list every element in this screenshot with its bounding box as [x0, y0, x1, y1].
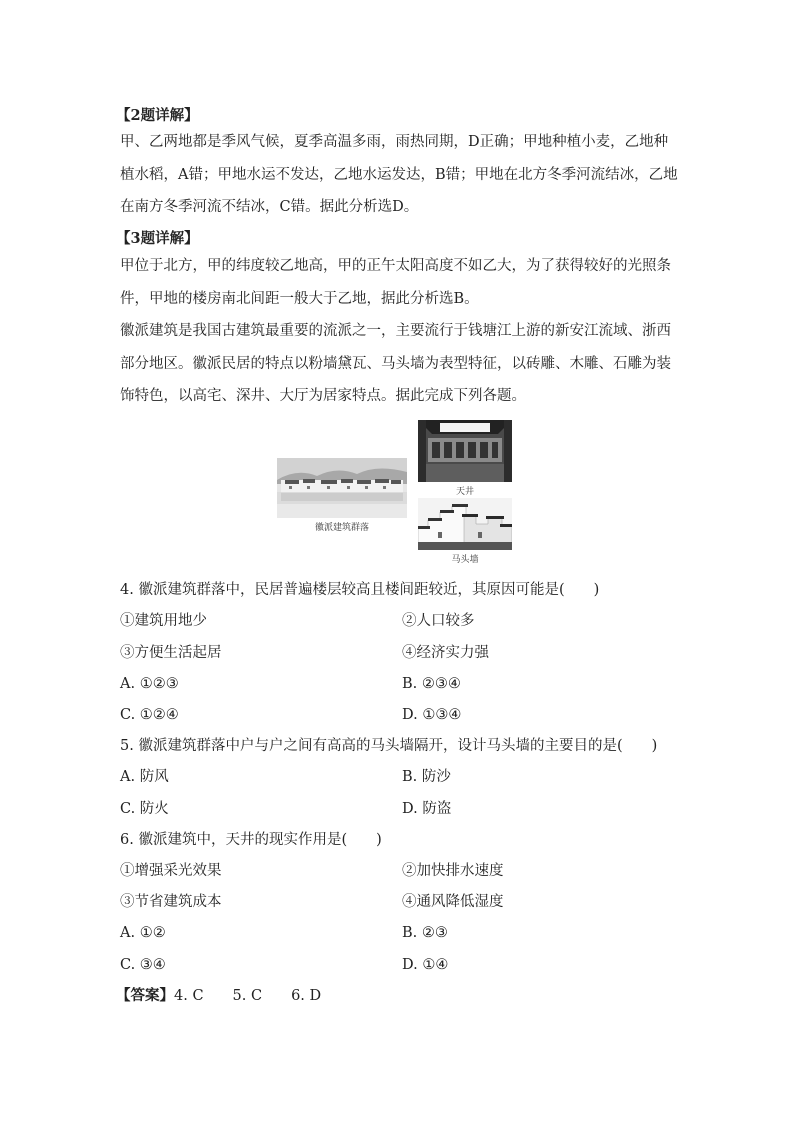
question-4-stem: 4. 徽派建筑群落中，民居普遍楼层较高且楼间距较近，其原因可能是( )	[120, 582, 600, 598]
section-heading-3: 【3题详解】	[116, 230, 199, 247]
wall-caption: 马头墙	[451, 555, 479, 565]
question-6-option-d: D. ①④	[402, 957, 449, 973]
question-6-stem: 6. 徽派建筑中，天井的现实作用是( )	[120, 832, 382, 848]
question-6-item-4: ④通风降低湿度	[402, 894, 504, 910]
section-text-2: 甲、乙两地都是季风气候，夏季高温多雨，雨热同期，D正确；甲地种植小麦，乙地种植水稻，A错；甲地水运不发达，乙地水运发达，B错；甲地在北方冬季河流结冰，乙地在南方冬季河流不结冰，C错。据此分析选D。	[120, 134, 678, 215]
question-6-option-a: A. ①②	[120, 925, 166, 941]
question-6-item-1: ①增强采光效果	[120, 863, 222, 879]
answer-line	[116, 986, 321, 1006]
village-photo	[277, 458, 407, 518]
question-5-stem: 5. 徽派建筑群落中户与户之间有高高的马头墙隔开，设计马头墙的主要目的是( )	[120, 738, 658, 754]
village-caption: 徽派建筑群落	[314, 523, 369, 533]
passage-intro: 徽派建筑是我国古建筑最重要的流派之一，主要流行于钱塘江上游的新安江流域、浙西部分地区。徽派民居的特点以粉墙黛瓦、马头墙为表型特征，以砖雕、木雕、石雕为装饰特色，以高宅、深井、大厅为居家特点。据此完成下列各题。	[120, 323, 671, 404]
courtyard-caption: 天井	[455, 487, 474, 497]
question-5-option-c: C. 防火	[120, 801, 169, 817]
wall-photo	[418, 498, 512, 550]
question-4-item-1: ①建筑用地少	[120, 613, 207, 629]
question-4-option-d: D. ①③④	[402, 707, 462, 723]
question-4-option-c: C. ①②④	[120, 707, 179, 723]
section-heading-2: 【2题详解】	[116, 107, 199, 124]
section-text-3: 甲位于北方，甲的纬度较乙地高，甲的正午太阳高度不如乙大，为了获得较好的光照条件，甲地的楼房南北间距一般大于乙地，据此分析选B。	[120, 258, 671, 307]
answer-text: 4. C 5. C 6. D	[174, 988, 322, 1004]
wall-image	[418, 498, 512, 550]
question-4-item-3: ③方便生活起居	[120, 645, 222, 661]
question-4-item-2: ②人口较多	[402, 613, 475, 629]
question-5-option-b: B. 防沙	[402, 769, 451, 785]
question-4-option-a: A. ①②③	[120, 676, 179, 692]
question-4-option-b: B. ②③④	[402, 676, 461, 692]
question-6-item-3: ③节省建筑成本	[120, 894, 222, 910]
question-6-option-c: C. ③④	[120, 957, 166, 973]
question-5-option-a: A. 防风	[120, 769, 169, 785]
courtyard-image	[418, 420, 512, 482]
question-5-option-d: D. 防盗	[402, 801, 452, 817]
answer-label: 【答案】	[116, 987, 174, 1004]
village-image	[277, 458, 407, 518]
question-4-item-4: ④经济实力强	[402, 645, 489, 661]
question-6-item-2: ②加快排水速度	[402, 863, 504, 879]
courtyard-photo	[418, 420, 512, 482]
question-6-option-b: B. ②③	[402, 925, 448, 941]
